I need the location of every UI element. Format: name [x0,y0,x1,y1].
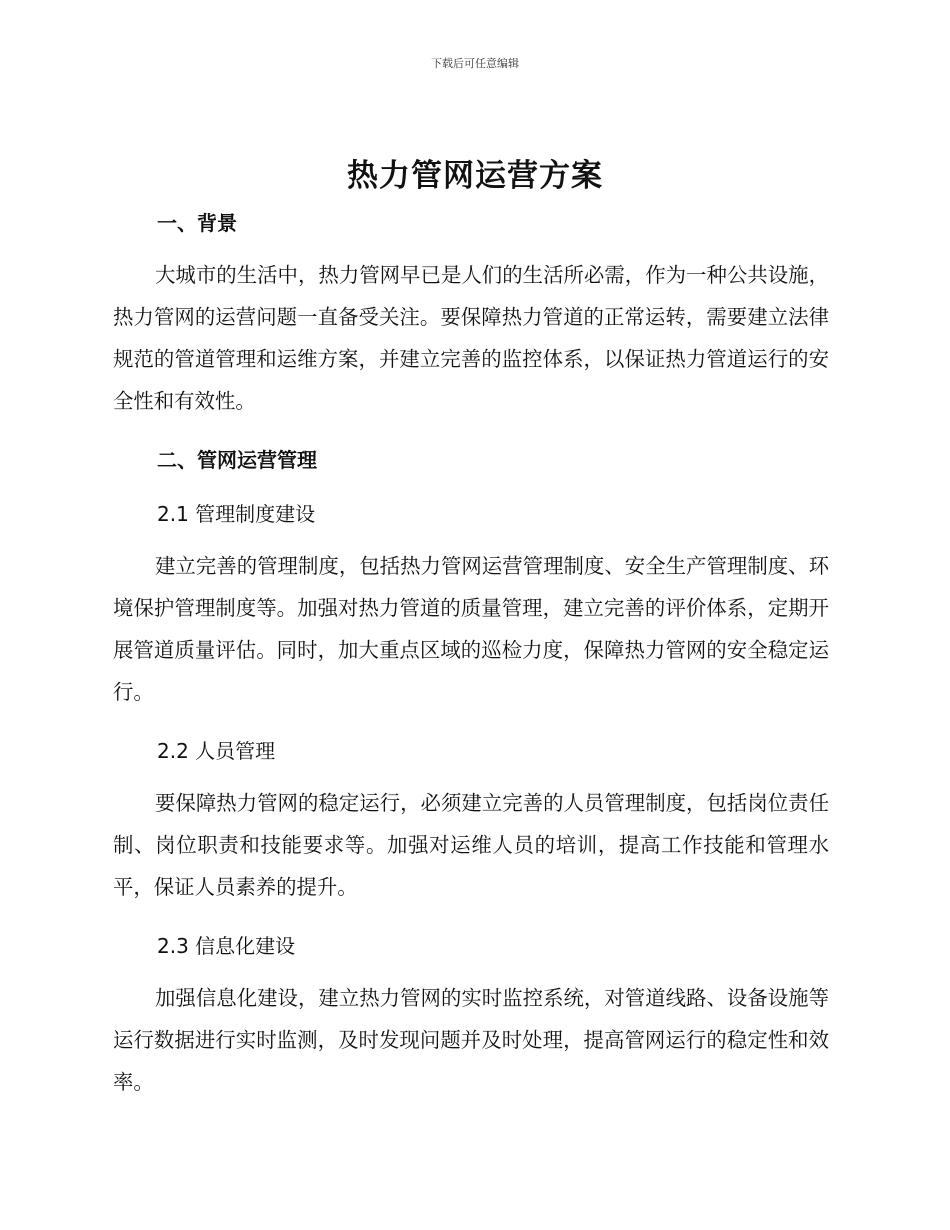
subsection-heading-informatization: 2.3 信息化建设 [157,934,296,958]
paragraph-management-system: 建立完善的管理制度，包括热力管网运营管理制度、安全生产管理制度、环境保护管理制度等。加强对热力管道的质量管理，建立完善的评价体系，定期开展管道质量评估。同时，加大重点区域的巡检力度，保障热力管网的安全稳定运行。 [113,554,829,704]
subsection-heading-personnel: 2.2 人员管理 [157,739,276,763]
subsection-heading-management-system: 2.1 管理制度建设 [157,502,316,526]
page-header-note: 下载后可任意编辑 [431,57,519,70]
section-heading-network-operation: 二、管网运营管理 [157,448,317,472]
section-heading-background: 一、背景 [157,211,237,235]
paragraph-background: 大城市的生活中，热力管网早已是人们的生活所必需，作为一种公共设施，热力管网的运营问题一直备受关注。要保障热力管道的正常运转，需要建立法律规范的管道管理和运维方案，并建立完善的监控体系，以保证热力管道运行的安全性和有效性。 [113,263,829,413]
document-title: 热力管网运营方案 [347,158,603,194]
paragraph-informatization: 加强信息化建设，建立热力管网的实时监控系统，对管道线路、设备设施等运行数据进行实时监测，及时发现问题并及时处理，提高管网运行的稳定性和效率。 [113,986,829,1094]
paragraph-personnel: 要保障热力管网的稳定运行，必须建立完善的人员管理制度，包括岗位责任制、岗位职责和技能要求等。加强对运维人员的培训，提高工作技能和管理水平，保证人员素养的提升。 [113,791,829,899]
